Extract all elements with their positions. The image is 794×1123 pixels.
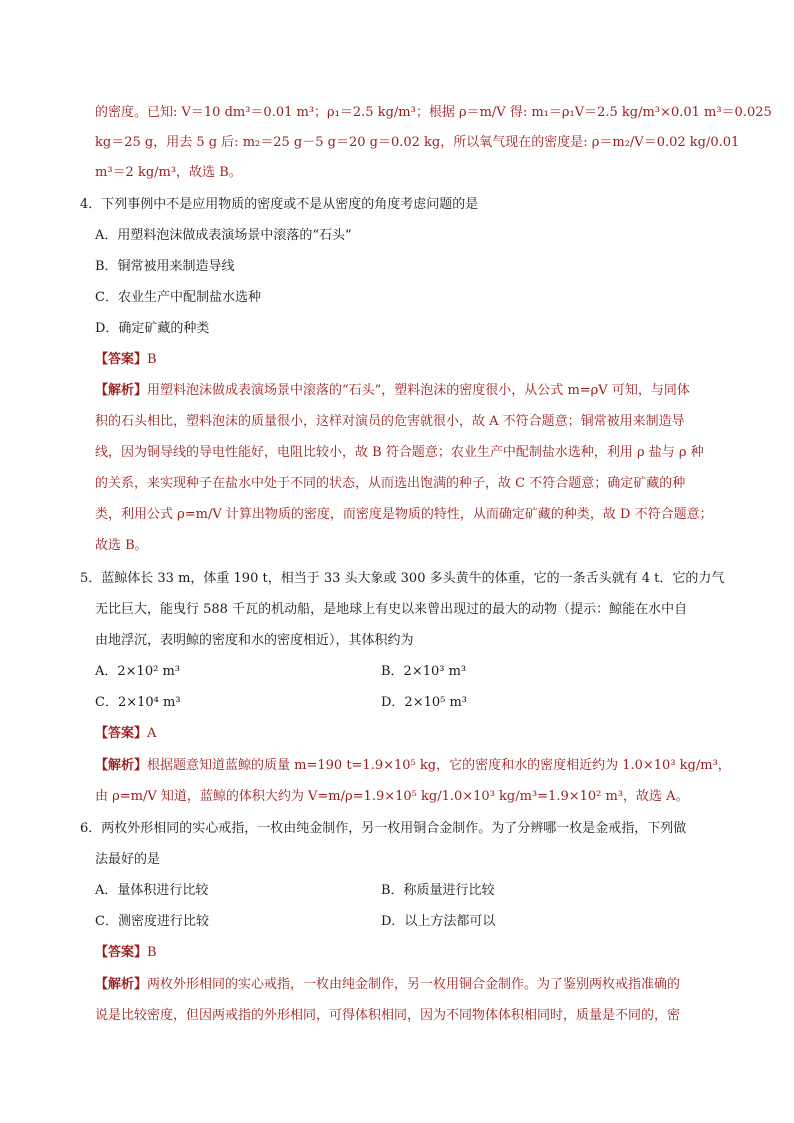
q6-option-d: D．以上方法都可以 [381,914,496,929]
q5-stem-line-1: 5．蓝鲸体长 33 m，体重 190 t，相当于 33 头大象或 300 多头黄牛的体重，它的一条舌头就有 4 t．它的力气 [80,571,725,586]
q5-option-b: B．2×10³ m³ [381,664,467,679]
q6-stem-line-1: 6．两枚外形相同的实心戒指，一枚由纯金制作，另一枚用铜合金制作。为了分辨哪一枚是金戒指，下列做 [80,821,687,836]
q6-option-c: C．测密度进行比较 [95,914,209,929]
q6-answer [95,943,157,963]
q5-stem-line-2: 无比巨大，能曳行 588 千瓦的机动船，是地球上有史以来曾出现过的最大的动物（提示：鲸能在水中自 [95,602,688,617]
q4-option-d: D．确定矿藏的种类 [95,321,210,336]
q4-option-b: B．铜常被用来制造导线 [95,259,235,274]
q5-answer-value: A [147,726,157,741]
q4-explanation-line-6: 故选 B。 [95,538,148,553]
q5-stem-line-3: 由地浮沉，表明鲸的密度和水的密度相近），其体积约为 [95,633,414,648]
q5-explanation-text-1: 根据题意知道蓝鲸的质量 m=190 t=1.9×10⁵ kg，它的密度和水的密度相近约为 1.0×10³ kg/m³， [147,758,731,773]
q5-option-a: A．2×10² m³ [95,664,180,679]
explanation-tag: 【解析】 [95,758,148,773]
q4-explanation-line-1 [95,381,690,401]
q4-explanation-line-2: 积的石头相比，塑料泡沫的质量很小，这样对演员的危害就很小，故 A 不符合题意；铜常被用来制造导 [95,414,685,429]
explanation-tag: 【解析】 [95,977,148,992]
q6-explanation-text-1: 两枚外形相同的实心戒指，一枚由纯金制作，另一枚用铜合金制作。为了鉴别两枚戒指准确的 [147,977,681,992]
q4-answer [95,350,157,370]
answer-tag: 【答案】 [95,352,148,367]
q4-explanation-line-5: 类，利用公式 ρ=m/V 计算出物质的密度，而密度是物质的特性，从而确定矿藏的种类，故 D 不符合题意； [95,507,713,522]
q6-answer-value: B [147,945,157,960]
answer-tag: 【答案】 [95,726,148,741]
q4-explanation-text-1: 用塑料泡沫做成表演场景中滚落的“石头”，塑料泡沫的密度很小，从公式 m=ρV 可知，与同体 [147,383,690,398]
q6-option-b: B．称质量进行比较 [381,883,495,898]
q3-explanation-line-3: m³＝2 kg/m³，故选 B。 [95,165,242,180]
q6-stem-line-2: 法最好的是 [95,852,161,867]
q4-option-a: A．用塑料泡沫做成表演场景中滚落的“石头” [95,228,352,243]
q5-option-d: D．2×10⁵ m³ [381,695,468,710]
q4-explanation-line-3: 线，因为铜导线的导电性能好，电阻比较小，故 B 符合题意；农业生产中配制盐水选种，利用 ρ 盐与 ρ 种 [95,445,704,460]
answer-tag: 【答案】 [95,945,148,960]
q5-answer [95,724,156,744]
q6-explanation-line-1 [95,975,680,995]
q6-option-a: A．量体积进行比较 [95,883,209,898]
q5-explanation-line-1 [95,756,731,776]
q5-option-c: C．2×10⁴ m³ [95,695,181,710]
q5-explanation-line-2: 由 ρ=m/V 知道，蓝鲸的体积大约为 V=m/ρ=1.9×10⁵ kg/1.0×10³ kg/m³=1.9×10² m³，故选 A。 [95,789,689,804]
q4-stem: 4．下列事例中不是应用物质的密度或不是从密度的角度考虑问题的是 [80,197,479,212]
q4-explanation-line-4: 的关系，来实现种子在盐水中处于不同的状态，从而选出饱满的种子，故 C 不符合题意；确定矿藏的种 [95,476,686,491]
q3-explanation-line-2: kg＝25 g，用去 5 g 后: m₂＝25 g－5 g＝20 g＝0.02 kg，所以氧气现在的密度是: ρ＝m₂/V＝0.02 kg/0.01 [95,135,740,150]
q4-answer-value: B [147,352,157,367]
explanation-tag: 【解析】 [95,383,148,398]
q4-option-c: C．农业生产中配制盐水选种 [95,290,261,305]
q3-explanation-line-1: 的密度。已知: V＝10 dm³＝0.01 m³；ρ₁＝2.5 kg/m³；根据 ρ＝m/V 得: m₁＝ρ₁V＝2.5 kg/m³×0.01 m³＝0.025 [95,105,772,120]
q6-explanation-line-2: 说是比较密度，但因两戒指的外形相同，可得体积相同，因为不同物体体积相同时，质量是不同的，密 [95,1008,681,1023]
